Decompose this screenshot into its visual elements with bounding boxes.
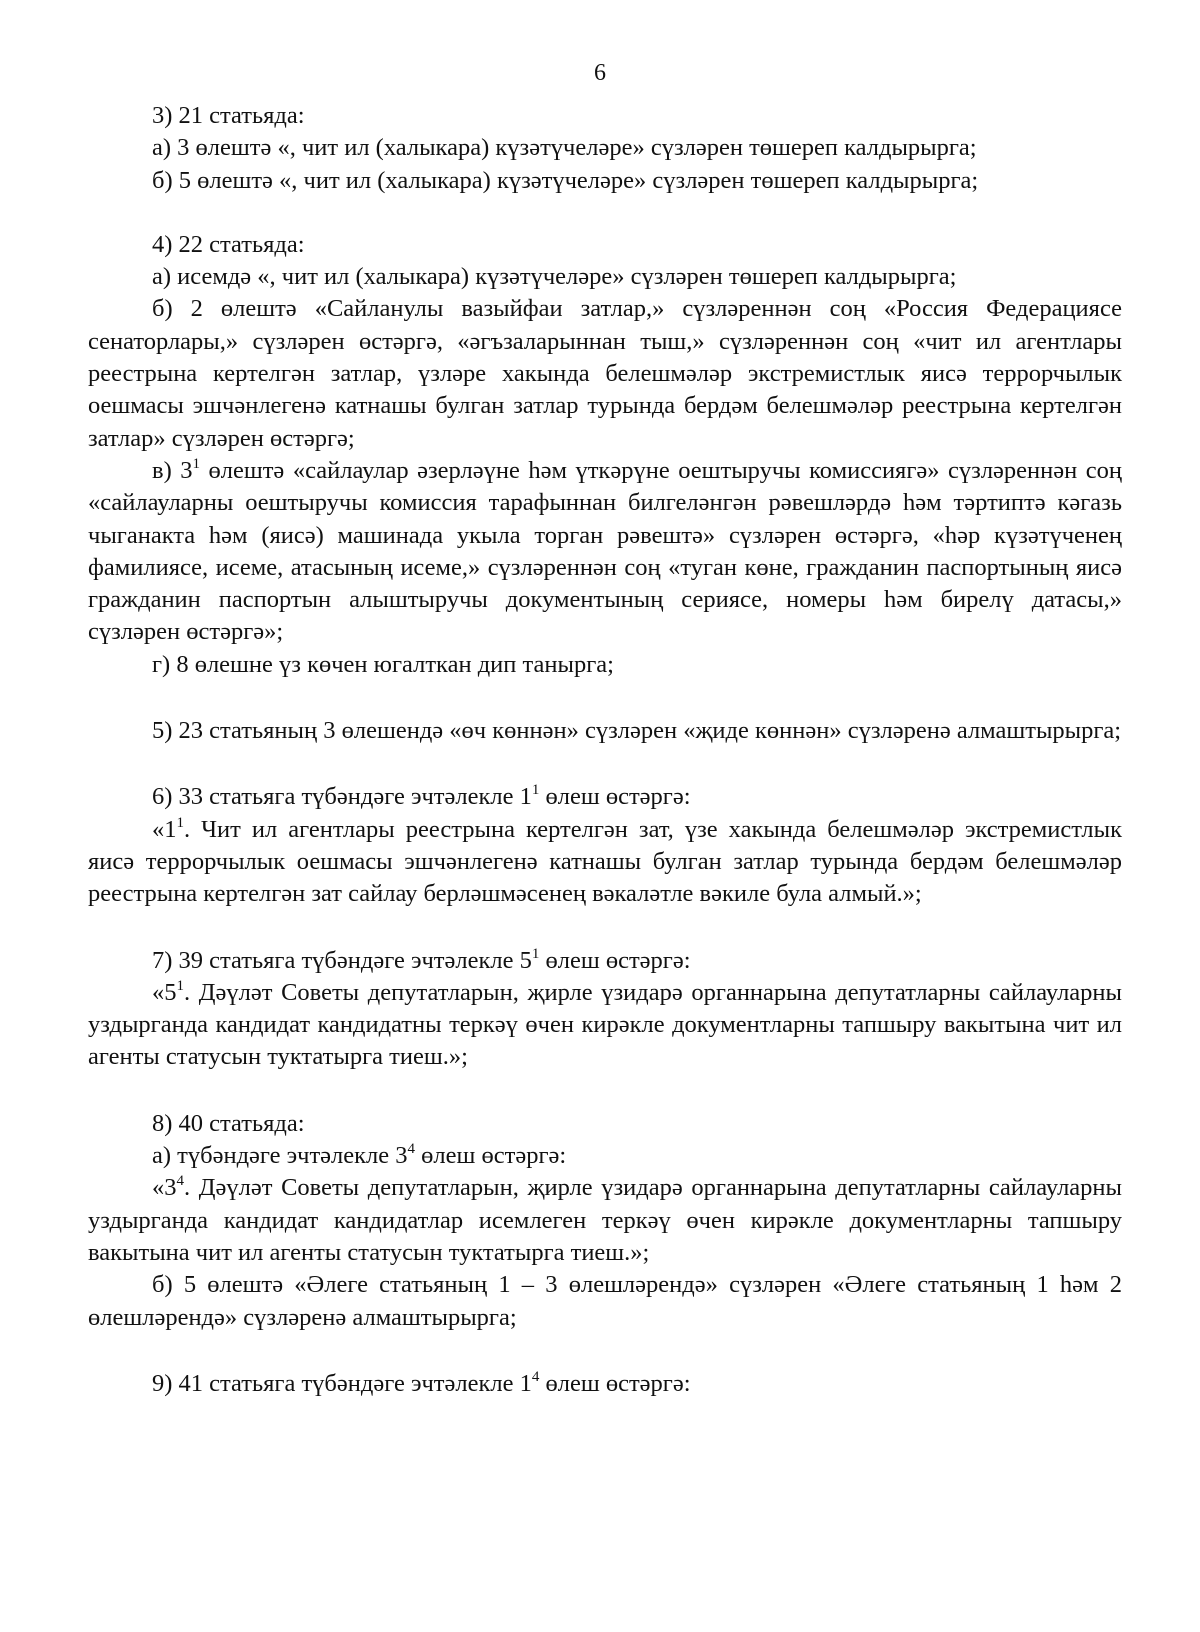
item-3-heading: 3) 21 статьяда: [152, 102, 305, 129]
item-3-subitem-b: б) 5 өлештә «, чит ил (халыкара) күзәтүчеләре» сүзләрен төшереп калдырырга; [152, 166, 979, 194]
item-7-quote-superscript: 1 [176, 977, 184, 994]
item-7-heading-prefix: 7) 39 статьяга түбәндәге эчтәлекле 5 [152, 946, 532, 974]
item-7-quote-text: . Дәүләт Советы депутатларын, җирле үзидарә органнарына депутатларны сайлауларны уздырганда кандидат кандидатны теркәү өчен кирәкле документларны тапшыру вакытына чит ил агенты статусын туктатырга тиеш.»; [88, 978, 1122, 1071]
item-4-subitem-c-text: өлештә «сайлаулар әзерләүне һәм үткәрүне оештыручы комиссиягә» сүзләреннән соң «сайлауларны оештыручы комиссия тарафыннан билгеләнгән рәвешләрдә һәм тәртиптә кәгазь чыганакта һәм (яисә) машинада укыла торган рәвештә» сүзләрен өстәргә, «һәр күзәтүченең фамилиясе, исеме, атасының исеме,» сүзләреннән соң «туган көне, гражданин паспортының яисә гражданин паспортын алыштыручы документының сериясе, номеры һәм бирелү датасы,» сүзләрен өстәргә»; [88, 456, 1122, 646]
paragraph-gap [88, 681, 1122, 715]
item-4-subitem-b: б) 2 өлештә «Сайланулы вазыйфаи затлар,» сүзләреннән соң «Россия Федерациясе сенаторлары,» сүзләрен өстәргә, «әгъзаларыннан тыш,» сүзләреннән соң «чит ил агентлары реестрына кертелгән затлар, үзләре хакында белешмәләр экстремистлык яисә террорчылык оешмасы эшчәнлегенә катнашы булган затлар турында бердәм белешмәләр реестрына кертелгән затлар» сүзләрен өстәргә; [88, 295, 1122, 452]
item-8-heading: 8) 40 статьяда: [152, 1109, 305, 1137]
item-4-subitem-c-superscript: 1 [192, 455, 200, 472]
item-3-subitem-a: а) 3 өлештә «, чит ил (халыкара) күзәтүчеләре» сүзләрен төшереп калдырырга; [152, 134, 977, 162]
item-9-heading-superscript: 4 [531, 1368, 540, 1385]
item-7-heading [88, 945, 1122, 977]
paragraph-gap [88, 1334, 1122, 1368]
item-8-subitem-a-prefix: а) түбәндәге эчтәлекле 3 [152, 1142, 408, 1170]
item-8-subitem-a-text: өлеш өстәргә: [415, 1142, 567, 1170]
paragraph-gap [88, 197, 1122, 229]
item-5-text: 5) 23 статьяның 3 өлешендә «өч көннән» сүзләрен «җиде көннән» сүзләренә алмаштырырга; [152, 717, 1122, 745]
item-8-subitem-a [88, 1140, 1122, 1172]
item-7-heading-text: өлеш өстәргә: [539, 946, 691, 974]
item-6-quote-superscript: 1 [176, 814, 184, 831]
item-6-heading [88, 781, 1122, 813]
paragraph-gap [88, 1074, 1122, 1108]
item-9-heading-prefix: 9) 41 статьяга түбәндәге эчтәлекле 1 [152, 1369, 532, 1397]
item-4-subitem-c-prefix: в) 3 [152, 456, 193, 484]
item-6-heading-superscript: 1 [531, 782, 540, 799]
page-number: 6 [594, 60, 606, 86]
item-7-heading-superscript: 1 [531, 945, 540, 962]
item-8-quote [88, 1172, 1122, 1269]
item-6-quote-prefix: «1 [152, 815, 177, 843]
item-9-heading [88, 1368, 1122, 1400]
item-8-quote-prefix: «3 [152, 1174, 177, 1202]
item-8-subitem-a-superscript: 4 [407, 1141, 416, 1158]
document-body [88, 100, 1122, 1400]
item-8-quote-text: . Дәүләт Советы депутатларын, җирле үзидарә органнарына депутатларны сайлауларны уздырганда кандидат кандидатлар исемлеген теркәү өчен кирәкле документларны тапшыру вакытына чит ил агенты статусын туктатырга тиеш.»; [88, 1174, 1122, 1266]
item-7-quote [88, 977, 1122, 1074]
item-9-heading-text: өлеш өстәргә: [539, 1369, 691, 1397]
item-8-subitem-b: б) 5 өлештә «Әлеге статьяның 1 – 3 өлешләрендә» сүзләрен «Әлеге статьяның 1 һәм 2 өлешләрендә» сүзләренә алмаштырырга; [88, 1271, 1122, 1331]
item-8-quote-superscript: 4 [176, 1173, 184, 1190]
item-4-subitem-d: г) 8 өлешне үз көчен югалткан дип танырга; [152, 650, 614, 678]
paragraph-gap [88, 911, 1122, 945]
item-6-quote-text: . Чит ил агентлары реестрына кертелгән зат, үзе хакында белешмәләр экстремистлык яисә террорчылык оешмасы эшчәнлегенә катнашы булган затлар турында бердәм белешмәләр реестрына кертелгән зат сайлау берләшмәсенең вәкаләтле вәкиле була алмый.»; [88, 815, 1122, 908]
item-4-heading: 4) 22 статьяда: [152, 230, 305, 258]
item-4-subitem-c [88, 455, 1122, 649]
item-6-quote [88, 814, 1122, 911]
paragraph-gap [88, 747, 1122, 781]
item-4-subitem-a: а) исемдә «, чит ил (халыкара) күзәтүчеләре» сүзләрен төшереп калдырырга; [152, 263, 957, 291]
item-7-quote-prefix: «5 [152, 978, 177, 1006]
item-6-heading-text: өлеш өстәргә: [539, 783, 691, 811]
item-6-heading-prefix: 6) 33 статьяга түбәндәге эчтәлекле 1 [152, 783, 532, 811]
